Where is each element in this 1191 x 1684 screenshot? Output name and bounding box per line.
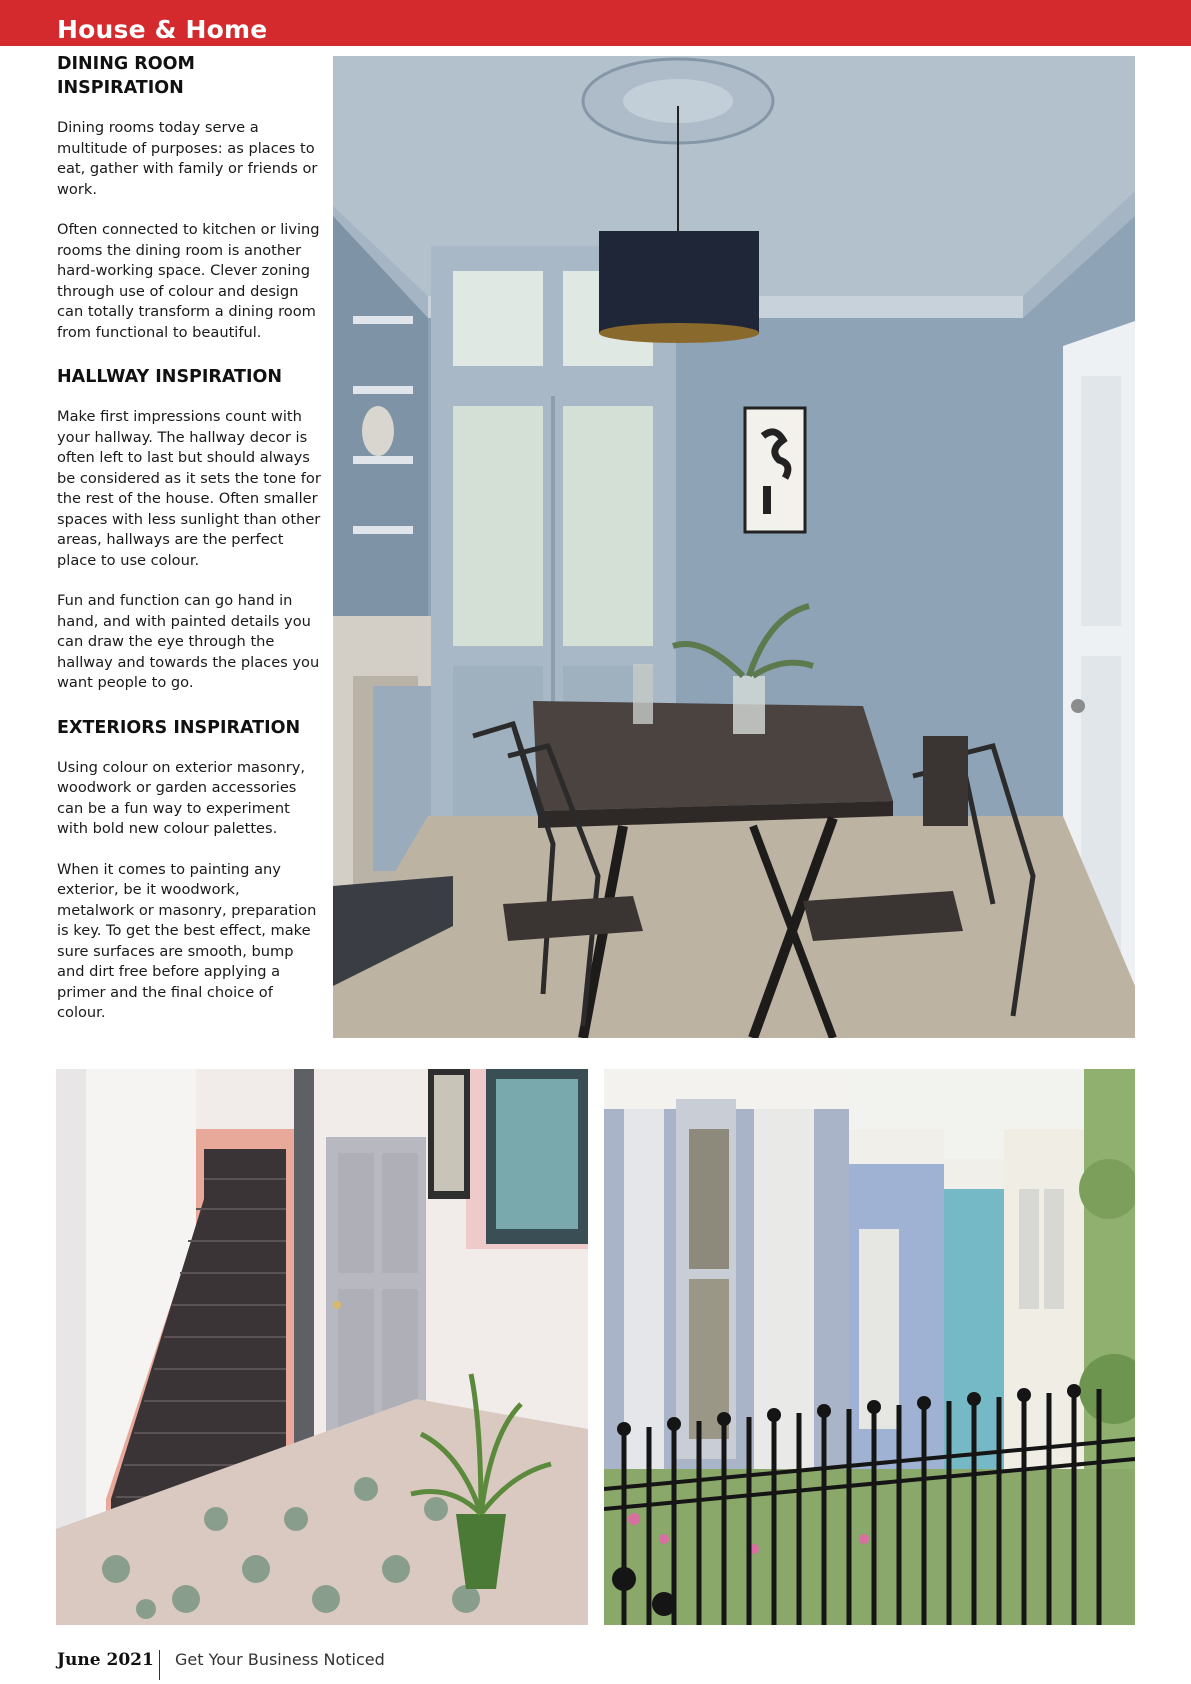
footer-divider (159, 1650, 160, 1680)
section-header-bar (0, 0, 1191, 46)
dining-heading: DINING ROOM INSPIRATION (57, 54, 195, 98)
exteriors-heading: EXTERIORS INSPIRATION (57, 717, 301, 738)
publication-tagline: Get Your Business Noticed (175, 1650, 385, 1669)
exterior-photo (604, 1069, 1135, 1625)
article-text-column (57, 52, 321, 1024)
dining-paragraph-1: Dining rooms today serve a multitude of purposes: as places to eat, gather with family or friends or work. (57, 119, 318, 198)
dining-room-illustration (333, 56, 1135, 1038)
hallway-illustration (56, 1069, 588, 1625)
hallway-paragraph-1: Make first impressions count with your hallway. The hallway decor is often left to last but should always be considered as it sets the tone for the rest of the house. Often smaller spaces with less sunlight than other areas, hallways are the perfect place to use colour. (57, 408, 321, 569)
page-footer (57, 1648, 657, 1680)
hallway-heading: HALLWAY INSPIRATION (57, 367, 283, 387)
dining-room-photo (333, 56, 1135, 1038)
exteriors-paragraph-2: When it comes to painting any exterior, be it woodwork, metalwork or masonry, preparation is key. To get the best effect, make sure surfaces are smooth, bump and dirt free before applying a primer and the final choice of colour. (57, 860, 317, 1021)
dining-paragraph-2: Often connected to kitchen or living rooms the dining room is another hard-working space. Clever zoning through use of colour and design can totally transform a dining room from functional to beautiful. (57, 221, 320, 341)
section-title: House & Home (57, 15, 268, 44)
hallway-photo (56, 1069, 588, 1625)
issue-date: June 2021 (57, 1650, 154, 1670)
hallway-paragraph-2: Fun and function can go hand in hand, and with painted details you can draw the eye through the hallway and towards the places you want people to go. (57, 592, 320, 691)
exterior-illustration (604, 1069, 1135, 1625)
exteriors-paragraph-1: Using colour on exterior masonry, woodwork or garden accessories can be a fun way to experiment with bold new colour palettes. (57, 758, 306, 837)
